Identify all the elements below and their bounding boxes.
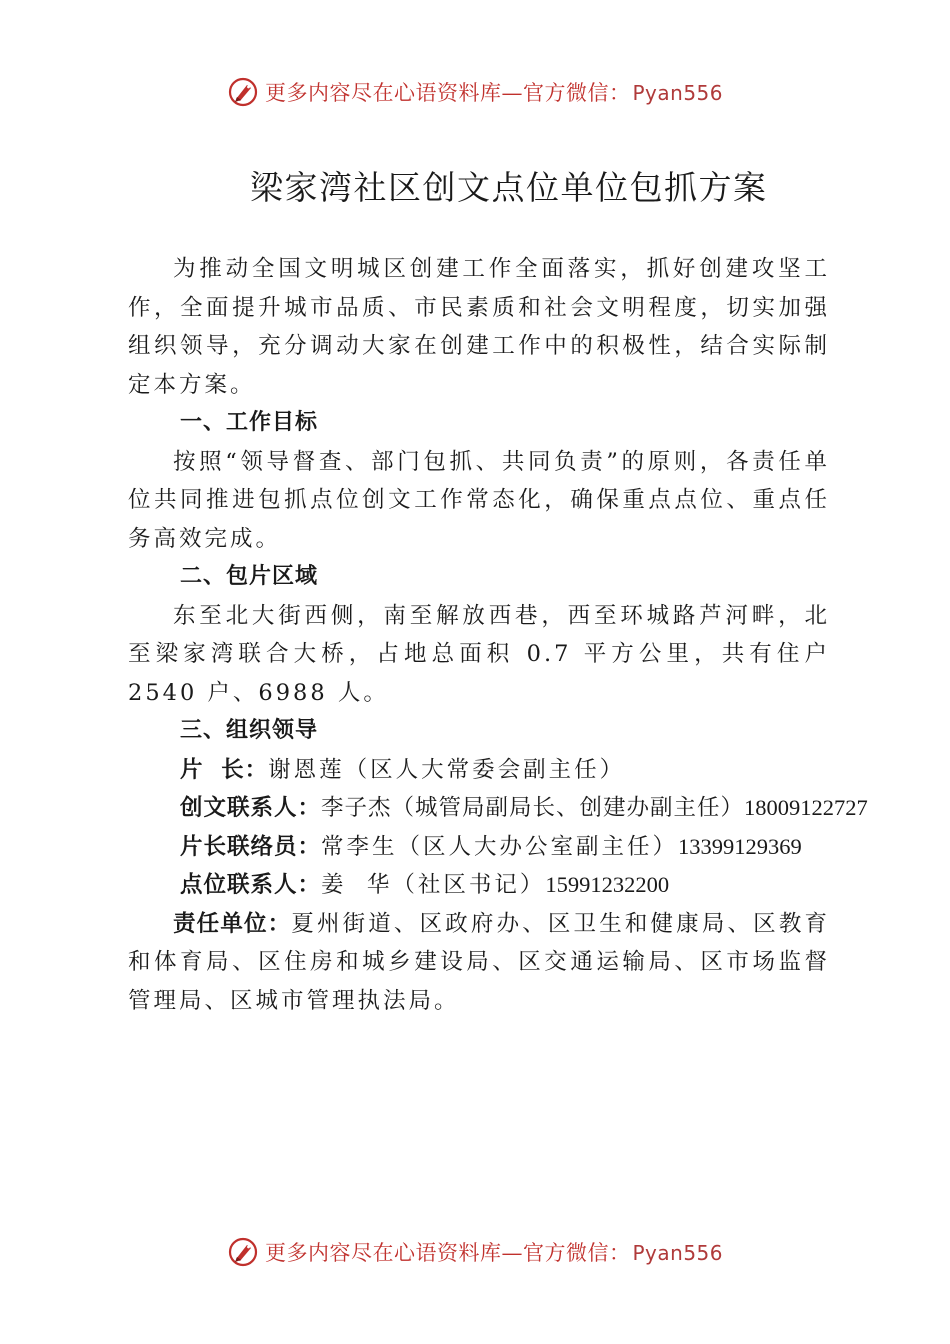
- leader-row-liaison: [128, 828, 830, 867]
- watermark-text: [265, 1237, 723, 1267]
- watermark-slogan: 更多内容尽在心语资料库—官方微信：: [264, 1241, 631, 1265]
- responsible-units-paragraph: [128, 905, 830, 1021]
- leader-row-point: [128, 866, 830, 905]
- leader-phone: 18009122727: [744, 795, 868, 820]
- pen-nib-logo-icon: [227, 1236, 259, 1268]
- leader-value: 姜 华（社区书记）: [321, 872, 546, 898]
- watermark-banner-bottom: [0, 1232, 950, 1272]
- leader-row-chief: [128, 751, 830, 790]
- leader-label: 片长联络员：: [180, 833, 322, 860]
- document-body: [128, 250, 868, 1020]
- document-title: 梁家湾社区创文点位单位包抓方案: [250, 168, 768, 207]
- leader-row-contact: [128, 789, 868, 828]
- watermark-wechat-id: Pyan556: [632, 1241, 723, 1265]
- watermark-slogan: 更多内容尽在心语资料库—官方微信：: [264, 81, 631, 105]
- leader-label: 创文联系人：: [180, 795, 322, 821]
- section-heading-area: 二、包片区域: [180, 564, 319, 589]
- responsible-label: 责任单位：: [173, 910, 292, 937]
- watermark-text: [265, 77, 723, 107]
- leader-value: 李子杰（城管局副局长、创建办副主任）: [321, 795, 745, 821]
- leader-phone: 15991232200: [545, 872, 670, 897]
- section-heading-leadership: 三、组织领导: [180, 718, 319, 743]
- section-body-goals: 按照“领导督查、部门包抓、共同负责”的原则，各责任单位共同推进包抓点位创文工作常态化，确保重点点位、重点任务高效完成。: [128, 448, 830, 552]
- watermark-wechat-id: Pyan556: [632, 81, 723, 105]
- watermark-banner-top: [0, 72, 950, 112]
- responsible-value: 夏州街道、区政府办、区卫生和健康局、区教育和体育局、区住房和城乡建设局、区交通运输局、区市场监督管理局、区城市管理执法局。: [128, 910, 830, 1014]
- leader-value: 常李生（区人大办公室副主任）: [321, 833, 679, 860]
- leader-value: 谢恩莲（区人大常委会副主任）: [268, 756, 626, 783]
- leader-phone: 13399129369: [678, 833, 802, 859]
- leader-label: 片 长：: [180, 756, 269, 783]
- section-body-area: 东至北大街西侧，南至解放西巷，西至环城路芦河畔，北至梁家湾联合大桥，占地总面积 0.7 平方公里，共有住户 2540 户、6988 人。: [128, 602, 830, 706]
- pen-nib-logo-icon: [227, 76, 259, 108]
- leader-label: 点位联系人：: [180, 872, 322, 898]
- section-heading-goals: 一、工作目标: [180, 410, 319, 435]
- intro-paragraph: 为推动全国文明城区创建工作全面落实，抓好创建攻坚工作，全面提升城市品质、市民素质和社会文明程度，切实加强组织领导，充分调动大家在创建工作中的积极性，结合实际制定本方案。: [128, 256, 830, 398]
